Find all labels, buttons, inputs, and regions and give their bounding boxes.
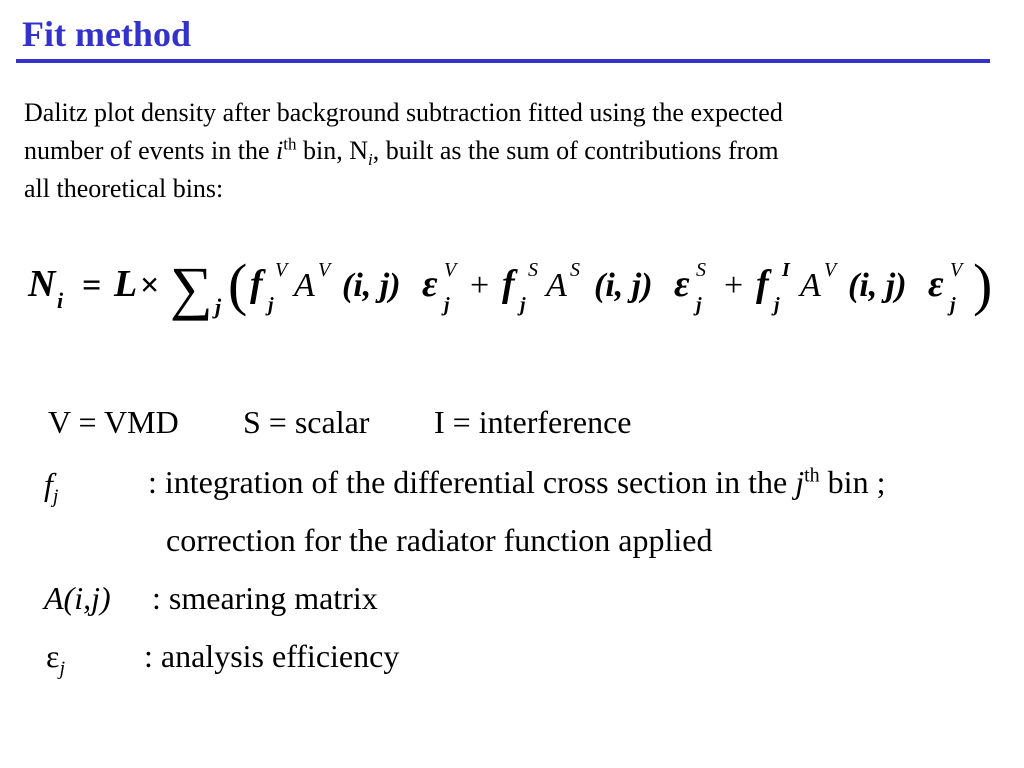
eq-eps2: ε [674,263,690,305]
def-eps-symbol [46,638,65,680]
intro-line-2-mid: bin, N [296,136,368,165]
intro-ni-subscript: i [367,150,373,170]
def-eps-letter: ε [46,638,60,674]
def-A-symbol: A(i,j) [44,580,111,616]
eq-eps1: ε [422,263,438,305]
intro-line-2 [24,132,984,170]
eq-times: × [140,267,160,304]
eq-A2-sup: S [570,259,580,281]
fit-equation [20,236,1010,336]
def-f-desc-post: bin ; [819,464,886,500]
eq-A2: A [546,267,567,304]
eq-eps1-sup: V [444,259,457,281]
intro-paragraph [24,94,984,208]
eq-rparen: ) [973,252,993,317]
slide-title: Fit method [22,14,191,54]
eq-sum: ∑ [170,255,213,321]
def-f-letter: f [44,466,53,502]
intro-line-3: all theoretical bins: [24,174,224,203]
eq-args1: (i, j) [342,267,401,304]
eq-A3: A [800,267,821,304]
def-f-symbol [44,466,59,508]
def-f-desc-th: th [804,464,820,487]
eq-f3-sub: j [774,294,780,316]
intro-line-1: Dalitz plot density after background subtraction fitted using the expected [24,98,783,127]
eq-L: L [114,263,138,305]
def-vmd: V = VMD [48,404,179,440]
eq-plus-1: + [470,267,490,304]
eq-f2: f [502,263,515,305]
eq-A3-sup: V [824,259,837,281]
intro-line-2-pre: number of events in the [24,136,276,165]
def-scalar: S = scalar [243,404,370,440]
eq-sum-sub-j: j [215,294,222,319]
intro-i-italic: i [276,136,284,165]
title-underline [16,59,990,63]
eq-eps2-sub: j [696,294,702,316]
eq-eps3-sup: V [950,259,963,281]
def-interference: I = interference [434,404,632,440]
eq-eps3-sub: j [950,294,956,316]
equation-svg [20,236,1010,336]
eq-f3-sup: I [782,259,790,281]
intro-th-superscript: th [283,134,297,154]
intro-line-2-post: , built as the sum of contributions from [372,136,779,165]
eq-f2-sub: j [520,294,526,316]
def-f-desc [148,464,885,501]
def-f-desc-pre: : integration of the differential cross section in the [148,464,796,500]
def-f-desc-line2: correction for the radiator function applied [166,522,713,558]
eq-f1-sup: V [275,259,288,281]
eq-f1-sub: j [268,294,274,316]
def-A-desc: : smearing matrix [152,580,378,616]
eq-f1: f [250,263,263,305]
eq-equals: = [82,267,102,304]
eq-lparen: ( [228,252,248,317]
eq-eps1-sub: j [444,294,450,316]
eq-N: N [28,263,56,305]
eq-N-sub-i: i [57,288,64,313]
eq-f2-sup: S [528,259,538,281]
eq-eps2-sup: S [696,259,706,281]
def-f-sub: j [52,485,59,508]
def-eps-sub: j [59,657,65,680]
eq-eps3: ε [928,263,944,305]
eq-f3: f [756,263,769,305]
eq-A1-sup: V [318,259,331,281]
eq-A1: A [294,267,315,304]
def-eps-desc: : analysis efficiency [144,638,400,674]
eq-args3: (i, j) [848,267,907,304]
eq-plus-2: + [724,267,744,304]
eq-args2: (i, j) [594,267,653,304]
def-f-desc-j: j [795,464,805,500]
